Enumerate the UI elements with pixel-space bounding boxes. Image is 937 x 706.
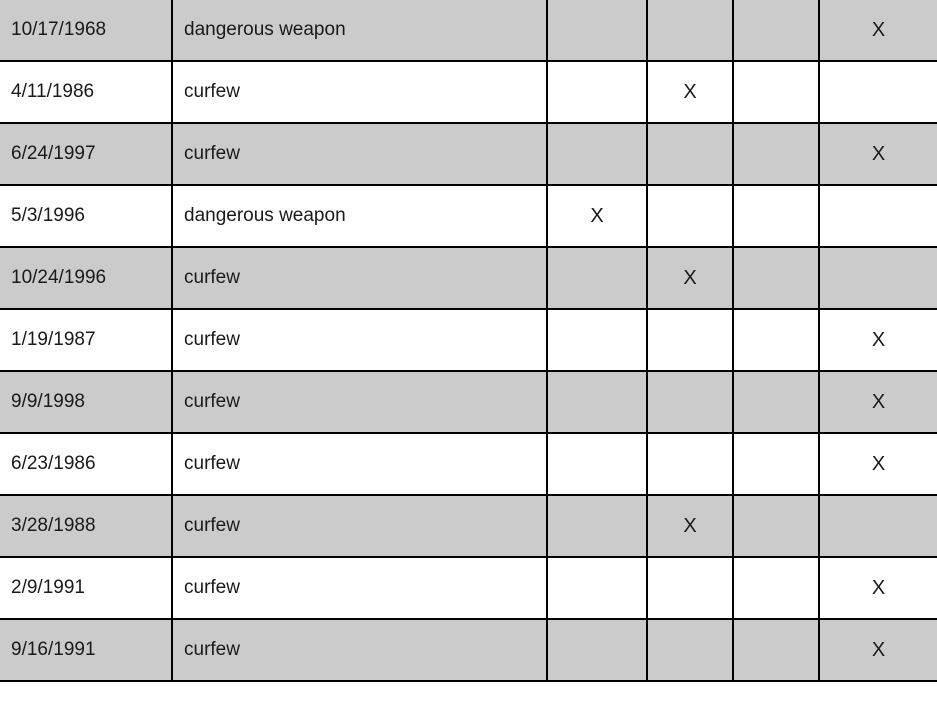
mark-cell-2 <box>647 557 733 619</box>
mark-cell-4: X <box>819 0 937 61</box>
table-row <box>0 185 937 247</box>
mark-cell-4 <box>819 185 937 247</box>
table-row <box>0 61 937 123</box>
mark-cell-4: X <box>819 619 937 681</box>
mark-cell-2 <box>647 309 733 371</box>
charge-cell: curfew <box>172 433 547 495</box>
table-row <box>0 309 937 371</box>
mark-cell-4: X <box>819 123 937 185</box>
table-row <box>0 123 937 185</box>
charge-cell: curfew <box>172 61 547 123</box>
mark-cell-1 <box>547 557 647 619</box>
charge-cell: curfew <box>172 495 547 557</box>
mark-cell-2 <box>647 185 733 247</box>
date-cell: 1/19/1987 <box>0 309 172 371</box>
charge-cell: curfew <box>172 557 547 619</box>
mark-cell-3 <box>733 371 819 433</box>
charge-cell: dangerous weapon <box>172 0 547 61</box>
mark-cell-4 <box>819 247 937 309</box>
date-cell: 3/28/1988 <box>0 495 172 557</box>
mark-cell-3 <box>733 61 819 123</box>
mark-cell-2 <box>647 433 733 495</box>
mark-cell-2 <box>647 0 733 61</box>
mark-cell-1 <box>547 61 647 123</box>
table-row <box>0 557 937 619</box>
charge-cell: curfew <box>172 123 547 185</box>
mark-cell-1 <box>547 433 647 495</box>
date-cell: 9/9/1998 <box>0 371 172 433</box>
date-cell: 4/11/1986 <box>0 61 172 123</box>
mark-cell-2 <box>647 619 733 681</box>
mark-cell-4: X <box>819 557 937 619</box>
date-cell: 6/24/1997 <box>0 123 172 185</box>
mark-cell-1 <box>547 0 647 61</box>
mark-cell-3 <box>733 619 819 681</box>
mark-cell-3 <box>733 309 819 371</box>
mark-cell-1 <box>547 247 647 309</box>
date-cell: 6/23/1986 <box>0 433 172 495</box>
charge-cell: curfew <box>172 309 547 371</box>
mark-cell-2 <box>647 371 733 433</box>
mark-cell-3 <box>733 0 819 61</box>
table-row <box>0 0 937 61</box>
mark-cell-3 <box>733 433 819 495</box>
date-cell: 2/9/1991 <box>0 557 172 619</box>
mark-cell-3 <box>733 557 819 619</box>
mark-cell-3 <box>733 247 819 309</box>
mark-cell-1 <box>547 371 647 433</box>
charge-cell: curfew <box>172 247 547 309</box>
table-row <box>0 371 937 433</box>
mark-cell-4: X <box>819 371 937 433</box>
mark-cell-1 <box>547 309 647 371</box>
table-row <box>0 247 937 309</box>
mark-cell-1 <box>547 123 647 185</box>
mark-cell-4 <box>819 61 937 123</box>
date-cell: 5/3/1996 <box>0 185 172 247</box>
mark-cell-1 <box>547 495 647 557</box>
mark-cell-1: X <box>547 185 647 247</box>
mark-cell-1 <box>547 619 647 681</box>
mark-cell-2: X <box>647 495 733 557</box>
charge-cell: dangerous weapon <box>172 185 547 247</box>
mark-cell-3 <box>733 185 819 247</box>
mark-cell-4: X <box>819 309 937 371</box>
mark-cell-3 <box>733 495 819 557</box>
charge-cell: curfew <box>172 371 547 433</box>
mark-cell-4 <box>819 495 937 557</box>
date-cell: 9/16/1991 <box>0 619 172 681</box>
mark-cell-2 <box>647 123 733 185</box>
table-row <box>0 619 937 681</box>
mark-cell-4: X <box>819 433 937 495</box>
mark-cell-3 <box>733 123 819 185</box>
table-row <box>0 495 937 557</box>
charge-cell: curfew <box>172 619 547 681</box>
mark-cell-2: X <box>647 247 733 309</box>
date-cell: 10/17/1968 <box>0 0 172 61</box>
mark-cell-2: X <box>647 61 733 123</box>
table-row <box>0 433 937 495</box>
date-cell: 10/24/1996 <box>0 247 172 309</box>
